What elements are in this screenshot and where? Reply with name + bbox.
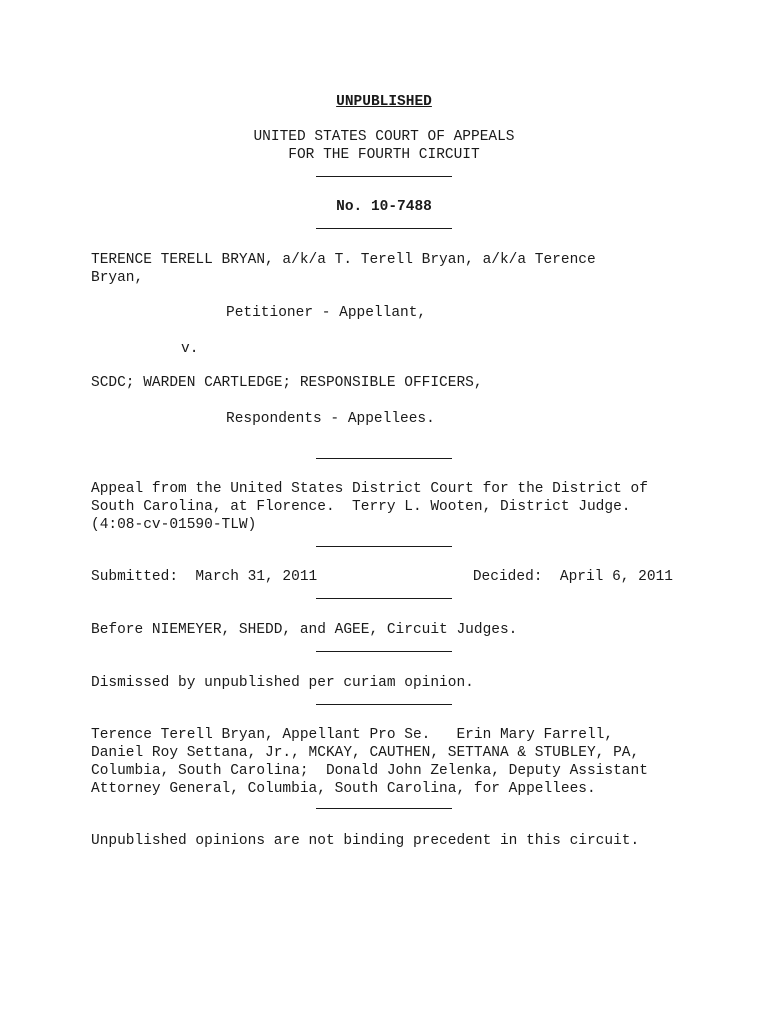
case-number: No. 10-7488: [336, 199, 432, 215]
petitioner-name-line2: Bryan,: [91, 270, 144, 286]
court-name-line1: UNITED STATES COURT OF APPEALS: [253, 129, 515, 145]
dates-line: [91, 568, 673, 586]
submitted-date: Submitted: March 31, 2011: [91, 569, 318, 585]
counsel-line1: Terence Terell Bryan, Appellant Pro Se. Erin Mary Farrell,: [91, 727, 614, 743]
precedent-notice: Unpublished opinions are not binding precedent in this circuit.: [91, 833, 640, 849]
counsel-line4: Attorney General, Columbia, South Carolina, for Appellees.: [91, 781, 596, 797]
respondents-names: SCDC; WARDEN CARTLEDGE; RESPONSIBLE OFFICERS,: [91, 375, 483, 391]
divider-rule: [316, 228, 452, 229]
divider-rule: [316, 176, 452, 177]
divider-rule: [316, 704, 452, 705]
disposition: Dismissed by unpublished per curiam opinion.: [91, 675, 474, 691]
appeal-line3: (4:08-cv-01590-TLW): [91, 517, 257, 533]
divider-rule: [316, 458, 452, 459]
appeal-line2: South Carolina, at Florence. Terry L. Wooten, District Judge.: [91, 499, 631, 515]
unpublished-label: UNPUBLISHED: [336, 94, 432, 110]
divider-rule: [316, 598, 452, 599]
counsel-line2: Daniel Roy Settana, Jr., MCKAY, CAUTHEN, SETTANA & STUBLEY, PA,: [91, 745, 640, 761]
panel-judges: Before NIEMEYER, SHEDD, and AGEE, Circuit Judges.: [91, 622, 518, 638]
decided-date: Decided: April 6, 2011: [472, 569, 673, 585]
court-name-line2: FOR THE FOURTH CIRCUIT: [288, 147, 480, 163]
respondents-role: Respondents - Appellees.: [226, 411, 435, 427]
divider-rule: [316, 651, 452, 652]
petitioner-role: Petitioner - Appellant,: [226, 305, 427, 321]
appeal-line1: Appeal from the United States District Court for the District of: [91, 481, 648, 497]
divider-rule: [316, 546, 452, 547]
divider-rule: [316, 808, 452, 809]
versus: v.: [181, 341, 199, 357]
petitioner-name-line1: TERENCE TERELL BRYAN, a/k/a T. Terell Bryan, a/k/a Terence: [91, 252, 596, 268]
counsel-line3: Columbia, South Carolina; Donald John Zelenka, Deputy Assistant: [91, 763, 648, 779]
